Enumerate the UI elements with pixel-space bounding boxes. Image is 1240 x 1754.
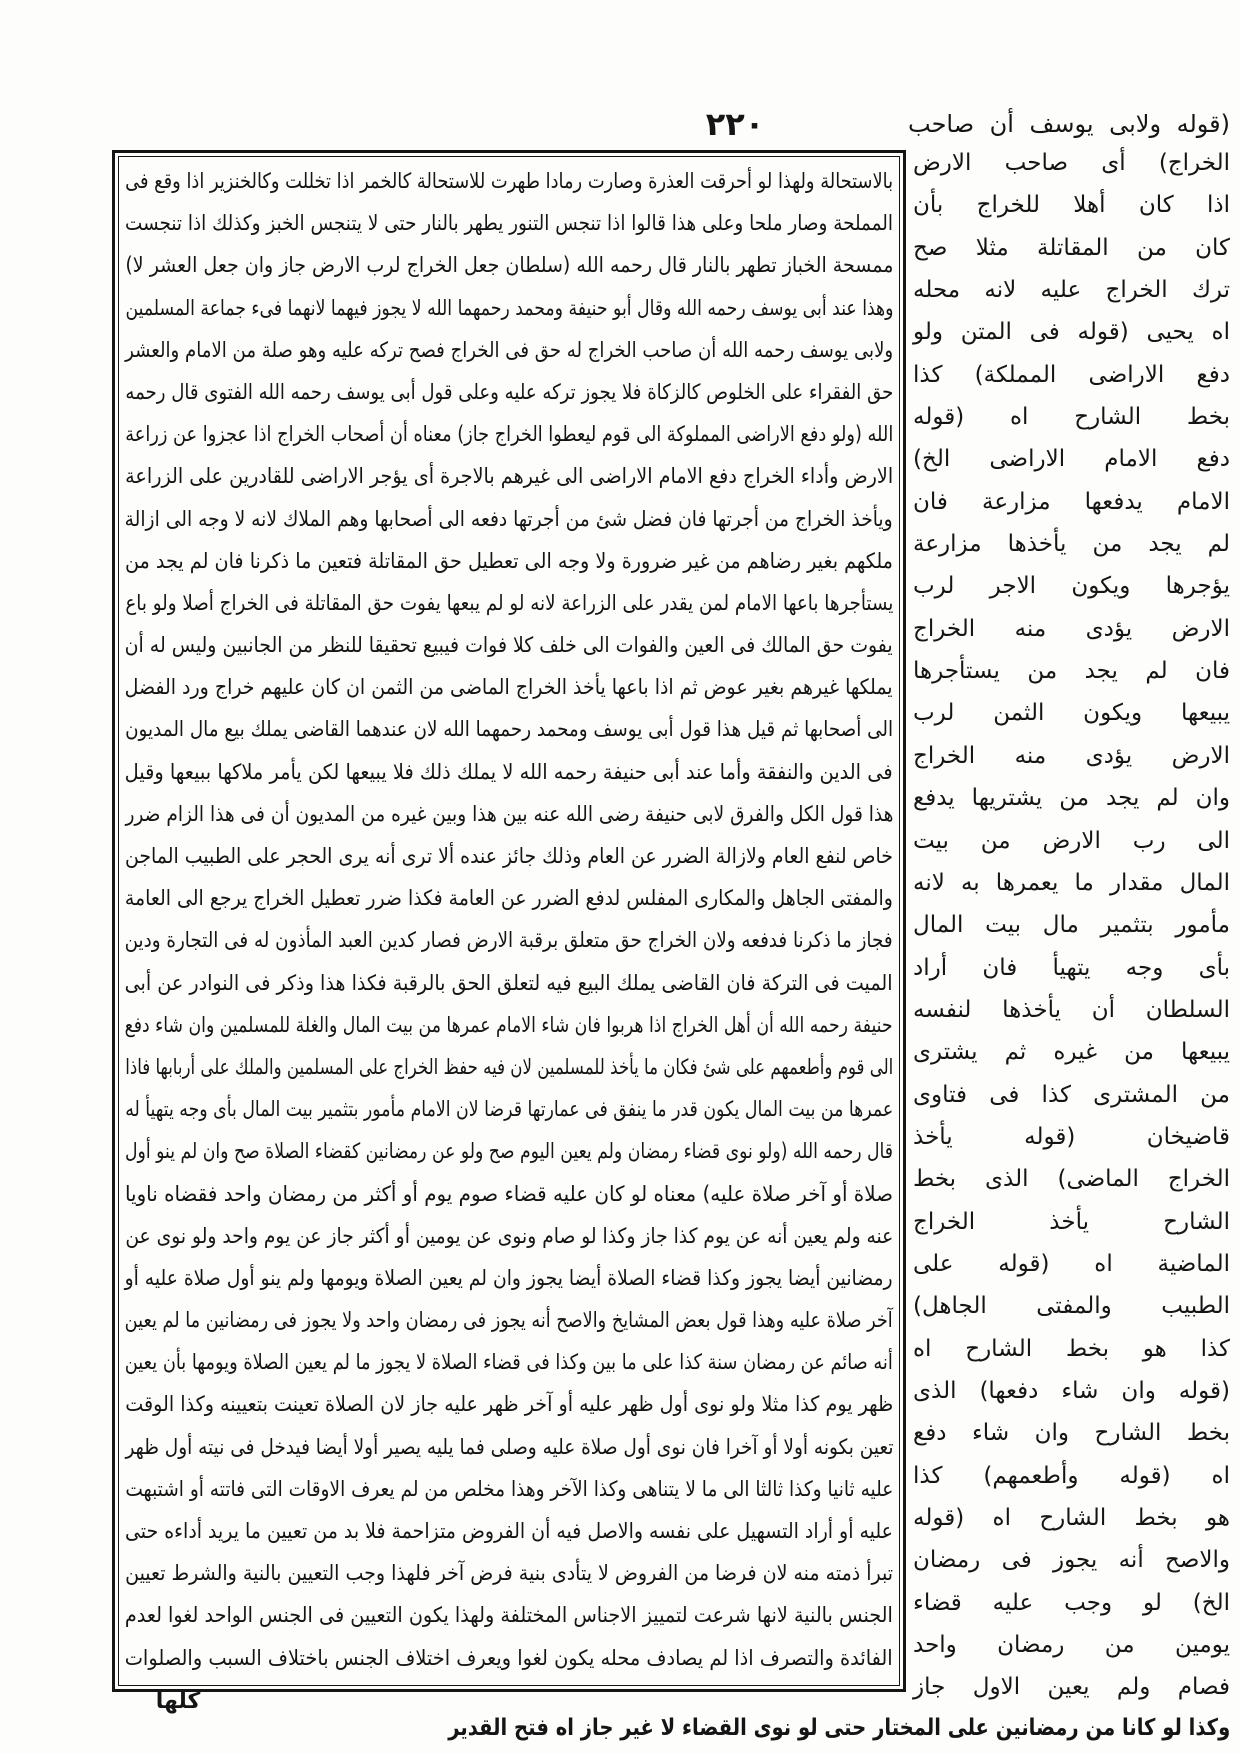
margin-note-line: المال مقدار ما يعمرها به لانه	[913, 869, 1230, 896]
margin-note-header: (قوله ولابى يوسف أن صاحب	[908, 110, 1230, 138]
main-text-line: آخر صلاة عليه وهذا قول بعض المشايخ والاصح أنه يجوز فى رمضان واحد ولا يجوز فى رمضانين ما لم يعين	[125, 1308, 893, 1333]
margin-note-line: الارض يؤدى منه الخراج	[913, 615, 1230, 642]
main-text-line: الى أصحابها ثم قيل هذا قول أبى يوسف ومحمد رحمهما الله لان عندهما القاضى يملك بيع مال المديون	[125, 717, 893, 742]
margin-note-line: الطبيب والمفتى الجاهل)	[913, 1293, 1230, 1320]
margin-note-line: (قوله وان شاء دفعها) الذى	[913, 1377, 1230, 1404]
margin-note-line: اه يحيى (قوله فى المتن ولو	[913, 319, 1230, 346]
margin-note-line: يبيعها من غيره ثم يشترى	[913, 1039, 1230, 1066]
main-text-line: ملكهم بغير رضاهم من غير ضرورة ولا وجه الى تعطيل حق المقاتلة فتعين ما ذكرنا فان لم يجد من	[125, 548, 893, 573]
margin-note-line: هو بخط الشارح اه (قوله	[913, 1505, 1230, 1531]
margin-note-line: الخ) لو وجب عليه قضاء	[913, 1589, 1230, 1616]
main-text-line: هذا قول الكل والفرق لابى حنيفة رضى الله عنه بين هذا وبين غيره من المديون أن فى هذا الزام ضرر	[125, 801, 893, 826]
margin-note-line: الماضية اه (قوله على	[913, 1250, 1230, 1277]
margin-note-line: الى رب الارض من بيت	[913, 827, 1230, 854]
main-text-line: عنه ولم يعين أنه عن يوم كذا جاز وكذا لو صام ونوى عن يومين أو أكثر جاز عن يوم واحد ولو نوى عن	[125, 1223, 893, 1248]
margin-note-line: الارض يؤدى منه الخراج	[913, 742, 1230, 769]
main-text-line: رمضانين أيضا يجوز وكذا قضاء الصلاة أيضا يجوز وان لم يعين الصلاة ويومها ولم ينو أول صلاة عليه أو	[125, 1265, 893, 1290]
main-text-line: خاص لنفع العام ولازالة الضرر عن العام وذلك جائز عنده ألا ترى أنه يرى الحجر على الطبيب الماجن	[125, 844, 893, 868]
main-text-line: الى قوم وأطعمهم على شئ فكان ما يأخذ للمسلمين لان فيه حفظ الخراج على المسلمين والملك على أربابها فاذا	[125, 1054, 893, 1079]
margin-note-line: بخط الشارح اه (قوله	[913, 404, 1230, 431]
margin-note-line: الامام يدفعها مزارعة فان	[913, 488, 1230, 515]
main-text-line: تبرأ ذمته منه لان فرضا من الفروض لا يتأدى بنية فرض آخر فلهذا وجب التعيين بالنية والشرط تعيين	[125, 1561, 893, 1586]
margin-note-line: يؤجرها ويكون الاجر لرب	[913, 573, 1230, 600]
margin-notes-column	[913, 142, 1230, 1709]
main-text-line: الفائدة والتصرف اذا لم يصادف محله يكون لغوا ويعرف اختلاف الجنس باختلاف السبب والصلوات	[125, 1645, 893, 1670]
margin-note-line: دفع الاراضى المملكة) كذا	[913, 361, 1230, 388]
margin-note-line: دفع الامام الاراضى الخ)	[913, 446, 1230, 473]
main-text-line: والمفتى الجاهل والمكارى المفلس لدفع الضرر عن العامة فكذا ضرر تعطيل الخراج يرجع الى العامة	[125, 886, 893, 911]
page-number: ٢٢٠	[705, 105, 765, 143]
main-text-line: يملكها غيرهم بغير عوض ثم اذا باعها يأخذ الخراج الماضى من الثمن ان كان عليهم خراج ورد الفضل	[125, 675, 893, 700]
margin-note-line: يومين من رمضان واحد	[913, 1632, 1230, 1659]
main-text-line: يستأجرها باعها الامام لمن يقدر على الزراعة لانه لو لم يبعها يفوت حق المقاتلة فى الخراج أصلا ولو باع	[125, 590, 893, 615]
margin-note-line: اه (قوله وأطعمهم) كذا	[913, 1462, 1230, 1489]
main-text-line: حق الفقراء على الخلوص كالزكاة فلا يجوز تركه عليه وعلى قول أبى يوسف رحمه الله الفتوى قال رحمه	[125, 379, 893, 404]
margin-note-line: لم يجد من يأخذها مزارعة	[913, 531, 1230, 558]
margin-note-line: الشارح يأخذ الخراج	[913, 1208, 1230, 1235]
main-text-line: عليه أو أراد التسهيل على نفسه والاصل فيه أن الفروض متزاحمة فلا بد من تعيين ما يريد أداءه حتى	[125, 1519, 893, 1543]
main-text-block	[125, 160, 893, 1679]
margin-note-line: ترك الخراج عليه لانه محله	[913, 277, 1230, 304]
main-text-line: الله (ولو دفع الاراضى المملوكة الى قوم ليعطوا الخراج جاز) معناه أن أصحاب الخراج اذا عجزوا عن زراعة	[125, 422, 893, 447]
margin-note-line: فان لم يجد من يستأجرها	[913, 658, 1230, 685]
margin-note-line: السلطان أن يأخذها لنفسه	[913, 996, 1230, 1023]
margin-note-line: من المشترى كذا فى فتاوى	[913, 1081, 1230, 1108]
main-text-line: ظهر يوم كذا مثلا ولو نوى أول ظهر عليه أو آخر ظهر عليه جاز لان الصلاة تعينت بتعيينه وكذا الوقت	[125, 1392, 893, 1417]
main-text-line: الجنس بالنية لانها شرعت لتمييز الاجناس المختلفة ولهذا يكون التعيين فى الجنس الواحد لغوا لعدم	[125, 1603, 893, 1628]
main-text-line: ويأخذ الخراج من أجرتها فان فضل شئ من أجرتها دفعه الى أصحابها وهم الملاك لانه لا وجه الى ازالة	[125, 506, 893, 531]
margin-note-line: قاضيخان (قوله يأخذ	[913, 1123, 1230, 1150]
margin-note-line: والاصح أنه يجوز فى رمضان	[913, 1547, 1230, 1574]
main-text-line: المملحة وصار ملحا وعلى هذا قالوا اذا تنجس التنور يطهر بالنار حتى لا يتنجس الخبز وكذلك اذا تنجست	[125, 211, 893, 236]
margin-note-line: مأمور بتثمير مال بيت المال	[913, 912, 1230, 939]
margin-note-line: اذا كان أهلا للخراج بأن	[913, 192, 1230, 219]
margin-note-line: بخط الشارح وان شاء دفع	[913, 1420, 1230, 1447]
main-text-line: الارض وأداء الخراج دفع الامام الاراضى الى غيرهم بالاجرة أى يؤجر الاراضى للقادرين على الزراعة	[125, 464, 893, 489]
main-text-line: فجاز ما ذكرنا فدفعه ولان الخراج حق متعلق برقبة الارض فصار كدين العبد المأذون له فى التجارة ودين	[125, 928, 893, 953]
main-text-line: يفوت حق المالك فى العين والفوات الى خلف كلا فوات فيبيع تحقيقا للنظر من الجانبين وليس له أن	[125, 633, 893, 658]
margin-note-line: وان لم يجد من يشتريها يدفع	[913, 785, 1230, 812]
main-text-line: وهذا عند أبى يوسف رحمه الله وقال أبو حنيفة ومحمد رحمهما الله لا يجوز فيهما لانهما فىء جماعة المسلمين	[125, 295, 893, 320]
main-text-line: فى الدين والنفقة وأما عند أبى حنيفة رحمه الله لا يملك ذلك فلا يبيعها لكن يأمر ملاكها ببيعها وقيل	[125, 759, 893, 784]
margin-note-line: الخراج الماضى) الذى بخط	[913, 1166, 1230, 1193]
margin-note-line: الخراج) أى صاحب الارض	[913, 150, 1230, 176]
margin-note-line: يبيعها ويكون الثمن لرب	[913, 700, 1230, 727]
margin-note-line: بأى وجه يتهيأ فان أراد	[913, 954, 1230, 981]
main-text-line: قال رحمه الله (ولو نوى قضاء رمضان ولم يعين اليوم صح ولو عن رمضانين كقضاء الصلاة صح وان لم ينو أول	[125, 1139, 893, 1164]
main-text-line: بالاستحالة ولهذا لو أحرقت العذرة وصارت رمادا طهرت للاستحالة كالخمر اذا تخللت وكالخنزير اذا وقع فى	[125, 169, 893, 193]
margin-note-header-row	[908, 106, 1230, 142]
main-text-line: الميت فى التركة فان القاضى يملك البيع فيه لتعلق الحق بالرقبة فكذا هذا وذكر فى النوادر عن أبى	[125, 970, 893, 995]
main-text-line: أنه صائم عن رمضان سنة كذا على ما بين وكذا فى قضاء الصلاة لا يجوز ما لم يعين الصلاة ويومها بأن يعين	[125, 1350, 893, 1375]
main-text-line: عليه ثانيا وكذا ثالثا الى ما لا يتناهى وكذا الآخر وهذا مخلص من لم يعرف الاوقات التى فاتته أو اشتبهت	[125, 1476, 893, 1501]
catchword: كلها	[155, 1689, 201, 1714]
main-text-line: ولابى يوسف رحمه الله أن صاحب الخراج له حق فى الخراج فصح تركه عليه وهو صلة من الامام والعشر	[125, 337, 893, 362]
main-text-line: تعين بكونه أولا أو آخرا فان نوى أول صلاة عليه وصلى فما يليه يصير أولا أيضا فيدخل فى نيته أول ظهر	[125, 1434, 893, 1459]
margin-note-bottom-row	[448, 1710, 1230, 1746]
main-text-line: حنيفة رحمه الله أن أهل الخراج اذا هربوا فان شاء الامام عمرها من بيت المال والغلة للمسلمين وان شاء دفع	[125, 1012, 893, 1037]
main-text-line: صلاة أو آخر صلاة عليه) معناه لو كان عليه قضاء صوم يوم أو أكثر من رمضان واحد فقضاه ناويا	[125, 1181, 893, 1206]
margin-note-line: فصام ولم يعين الاول جاز	[913, 1674, 1230, 1701]
main-text-line: عمرها من بيت المال يكون قدر ما ينفق فى عمارتها قرضا لان الامام مأمور بتثمير بيت المال بأى وجه يتهيأ له	[125, 1097, 893, 1122]
margin-note-line: كذا هو بخط الشارح اه	[913, 1335, 1230, 1362]
main-text-line: ممسحة الخباز تطهر بالنار قال رحمه الله (سلطان جعل الخراج لرب الارض جاز وان جعل العشر لا)	[125, 253, 893, 278]
margin-note-line: كان من المقاتلة مثلا صح	[913, 234, 1230, 261]
margin-note-bottom-line: وكذا لو كانا من رمضانين على المختار حتى لو نوى القضاء لا غير جاز اه فتح القدير	[448, 1715, 1230, 1741]
